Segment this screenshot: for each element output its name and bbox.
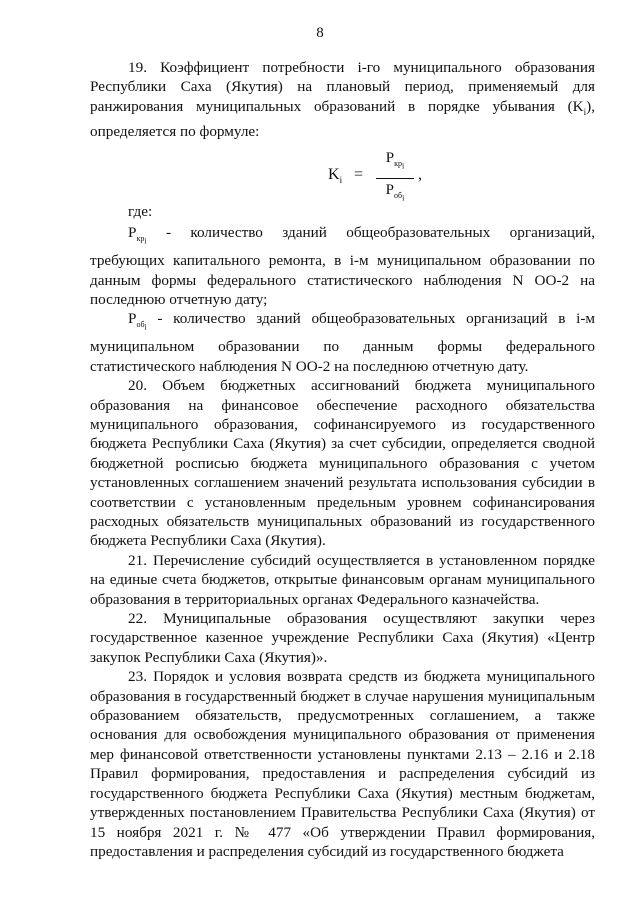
paragraph-22: 22. Муниципальные образования осуществляют закупки через государственное казенное учреждение Республики Саха (Якутия) «Центр закупок Республики Саха (Якутия)». bbox=[90, 610, 595, 666]
where-label: где: bbox=[128, 202, 153, 220]
paragraph-23: 23. Порядок и условия возврата средств из бюджета муниципального образования в государственный бюджет в случае нарушения муниципальным образованием обязательств, предусмотренных соглашением, а также основания для освобождения муниципального образования от применения мер финансовой ответственности установлены пунктами 2.13 – 2.16 и 2.18 Правил формирования, предоставления и распределения субсидий из государственного бюджета Республики Саха (Якутия) местным бюджетам, утвержденных постановлением Правительства Республики Саха (Якутия) от 15 ноября 2021 г. № 477 «Об утверждении Правил формирования, предоставления и распределения субсидий из государственного бюджета bbox=[90, 668, 595, 860]
paragraph-20: 20. Объем бюджетных ассигнований бюджета муниципального образования на финансовое обеспечение расходного обязательства муниципального образования, софинансируемого из государственного бюджета Республики Саха (Якутия) за счет субсидии, определяется сводной бюджетной росписью бюджета муниципального образования с учетом установленных соглашением значений результата использования субсидии в соответствии с установленным предельным уровнем софинансирования расходных обязательств муниципальных образований из государственного бюджета Республики Саха (Якутия). bbox=[90, 377, 595, 550]
document-body bbox=[90, 58, 595, 861]
definition-p-ob: $P_{об_i}$ - количество зданий общеобразовательных организаций в i-м муниципальном образовании по данным формы федерального статистического наблюдения N ОО-2 на последнюю отчетную дату. bbox=[90, 310, 595, 375]
paragraph-19: 19. Коэффициент потребности i-го муниципального образования Республики Саха (Якутия) на плановый период, применяемый для ранжирования муниципальных образований в порядке убывания $(K_i)$, определяется по формуле: bbox=[90, 59, 595, 141]
page-number: 8 bbox=[316, 25, 324, 41]
paragraph-21: 21. Перечисление субсидий осуществляется в установленном порядке на единые счета бюджетов, открытые финансовым органам муниципального образования в территориальных органах Федерального казначейства. bbox=[90, 551, 595, 608]
definition-p-kr: $P_{кр_i}$ - количество зданий общеобразовательных организаций, требующих капитального ремонта, в i-м муниципальном образовании по данным формы федерального статистического наблюдения N ОО-2 на последнюю отчетную дату; bbox=[90, 224, 595, 308]
formula-ki: $K_i$ = $P_{кр_i}$ $P_{об_i}$ , bbox=[328, 149, 422, 203]
